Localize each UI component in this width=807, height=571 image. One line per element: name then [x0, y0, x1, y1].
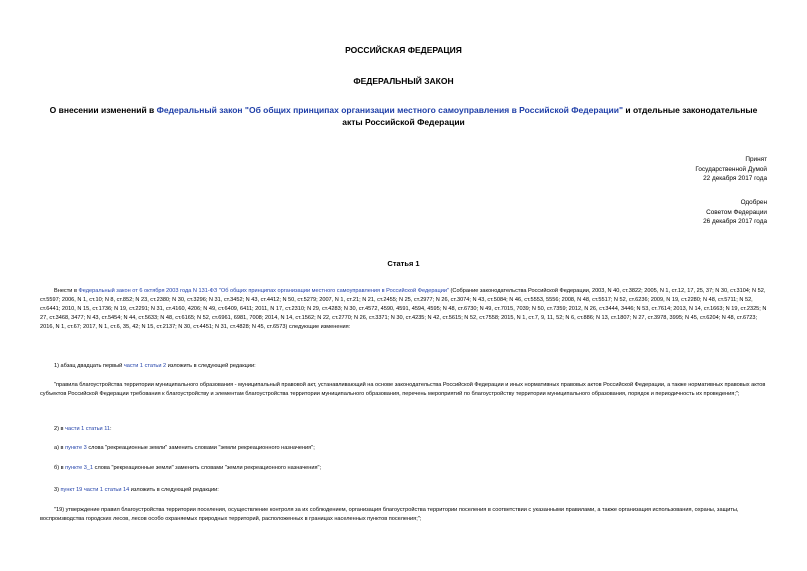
item-2a-pre: а) в: [54, 445, 66, 451]
item-3-post: изложить в следующей редакции:: [129, 487, 219, 493]
item-2-link[interactable]: части 1 статьи 11: [65, 426, 111, 432]
law-title-post: и отдельные законодательные акты Российской Федерации: [342, 105, 758, 127]
item-1-pre: 1) абзац двадцать первый: [54, 363, 124, 369]
quote-2: [40, 506, 768, 524]
accepted-label: Принят: [745, 156, 767, 163]
quote-1-text: "правила благоустройства территории муниципального образования - муниципальный правовой акт, устанавливающий на основе законодательства Российской Федерации и иных нормативных правовых актов Российской Федерации, а также нормативных правовых актов субъектов Российской Федерации требования к благоустройству и элементам благоустройства территории муниципального образования, перечень мероприятий по благоустройству территории муниципального образования, порядок и периодичность их проведения;";: [40, 382, 766, 397]
item-1-post: изложить в следующей редакции:: [166, 363, 256, 369]
item-2b-pre: б) в: [54, 465, 66, 471]
item-2a: [54, 444, 768, 453]
item-2b-post: слова "рекреационные земли" заменить словами "земли рекреационного назначения";: [93, 465, 322, 471]
item-2a-post: слова "рекреационные земли" заменить словами "земли рекреационного назначения";: [86, 445, 315, 451]
accepted-date: 22 декабря 2017 года: [703, 175, 767, 182]
item-2b: [54, 464, 768, 473]
article-intro: [40, 287, 768, 332]
law-title-pre: О внесении изменений в: [49, 105, 157, 115]
item-3: [54, 486, 768, 495]
accepted-by: Государственной Думой: [695, 165, 767, 173]
quote-1: [40, 381, 768, 399]
intro-pre: Внести в: [54, 288, 79, 294]
approved-block: [703, 198, 767, 227]
accepted-block: [695, 155, 767, 184]
item-1: [54, 362, 768, 371]
law-title-link[interactable]: Федеральный закон "Об общих принципах организации местного самоуправления в Российской Федерации": [156, 105, 623, 115]
doc-type-heading: ФЕДЕРАЛЬНЫЙ ЗАКОН: [353, 76, 454, 86]
approved-by: Советом Федерации: [706, 208, 767, 216]
item-2a-link[interactable]: пункте 3: [65, 445, 87, 451]
intro-post: (Собрание законодательства Российской Федерации, 2003, N 40, ст.3822; 2005, N 1, ст.12, 17, 25, 37; N 30, ст.3104; N 52, ст.5597; 2006, N 1, ст.10; N 8, ст.852; N 23, ст.2380; N 30, ст.3296; N 31, ст.3452; N 43, ст.4412; N 50, ст.5279; 2007, N 1, ст.21; N 21, ст.2455; N 25, ст.2977; N 26, ст.3074; N 43, ст.5084; N 46, ст.5553, 5556; 2008, N 48, ст.5517; N 52, ст.6236; 2009, N 19, ст.2280; N 48, ст.5711; N 52, ст.6441; 2010, N 15, ст.1736; N 19, ст.2291; N 31, ст.4160, 4206; N 49, ст.6409, 6411; 2011, N 17, ст.2310; N 29, ст.4283; N 30, ст.4572, 4590, 4591, 4594, 4595; N 48, ст.6730; N 49, ст.7015, 7039; N 50, ст.7359; 2012, N 26, ст.3444, 3446; N 53, ст.7614; 2013, N 14, ст.1663; N 19, ст.2325; N 27, ст.3468, 3477; N 43, ст.5454; N 44, ст.5633; N 48, ст.6165; N 52, ст.6961, 6981, 7008; 2014, N 14, ст.1562; N 22, ст.2770; N 26, ст.3371; N 30, ст.4235; N 42, ст.5615; N 52, ст.7558; 2015, N 1, ст.7, 9, 11, 52; N 6, ст.886; N 13, ст.1807; N 27, ст.3978, 3995; N 45, ст.6204; N 48, ст.6723; 2016, N 1, ст.67; 2017, N 1, ст.6, 35, 42; N 15, ст.2137; N 30, ст.4451; N 31, ст.4828; N 45, ст.6573) следующие изменения:: [40, 288, 767, 330]
quote-2-text: "19) утверждение правил благоустройства территории поселения, осуществление контроля за их соблюдением, организация благоустройства территории поселения в соответствии с указанными правилами, а также организация использования, охраны, защиты, воспроизводства городских лесов, лесов особо охраняемых природных территорий, расположенных в границах населенных пунктов поселения;";: [40, 507, 739, 522]
approved-label: Одобрен: [740, 199, 767, 206]
article-heading: Статья 1: [387, 259, 420, 268]
item-3-pre: 3): [54, 487, 61, 493]
intro-link[interactable]: Федеральный закон от 6 октября 2003 года N 131-ФЗ "Об общих принципах организации местного самоуправления в Российской Федерации": [78, 288, 449, 294]
country-heading: РОССИЙСКАЯ ФЕДЕРАЦИЯ: [345, 45, 462, 55]
item-1-link[interactable]: части 1 статьи 2: [123, 363, 167, 369]
item-3-link[interactable]: пункт 19 части 1 статьи 14: [60, 487, 130, 493]
item-2b-link[interactable]: пункте 3_1: [65, 465, 94, 471]
law-title: [40, 104, 767, 128]
item-2: [54, 425, 768, 434]
item-2-post: :: [110, 426, 112, 432]
item-2-pre: 2) в: [54, 426, 66, 432]
approved-date: 26 декабря 2017 года: [703, 218, 767, 225]
